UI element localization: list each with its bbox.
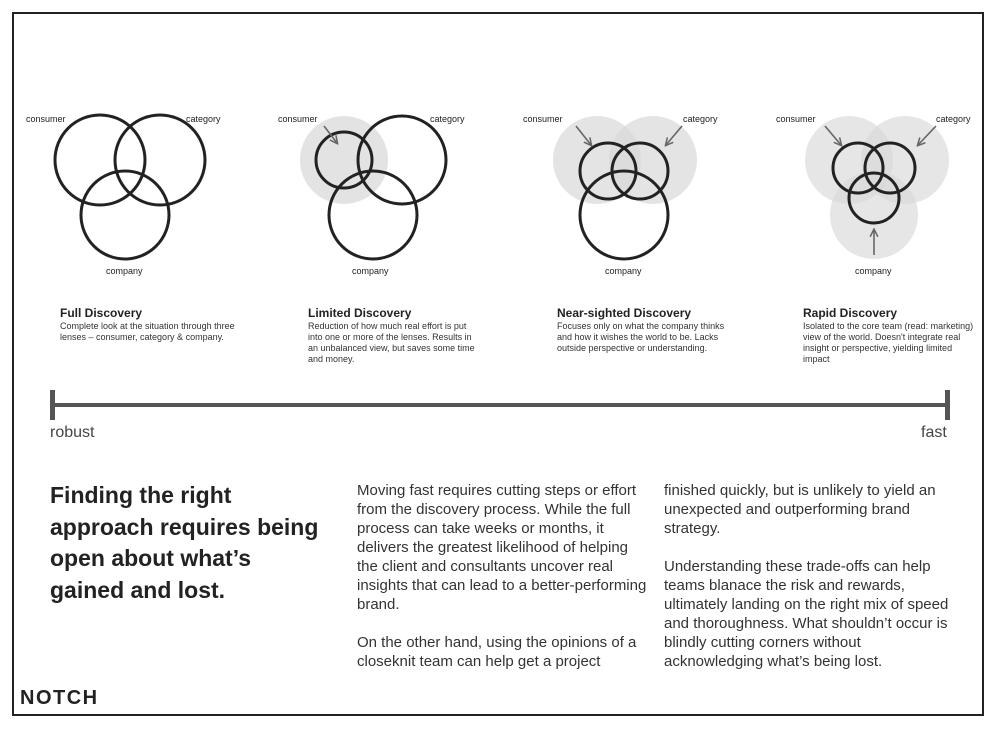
label-consumer: consumer: [26, 114, 66, 124]
label-category: category: [683, 114, 718, 124]
axis-line: [52, 403, 948, 407]
body-paragraph: On the other hand, using the opinions of a closeknit team can help get a project: [357, 634, 637, 670]
card-description: Focuses only on what the company thinks and how it wishes the world to be. Lacks outside perspective or understanding.: [557, 321, 725, 353]
robust-fast-axis: [50, 390, 950, 420]
body-paragraph: Understanding these trade-offs can help teams blanace the risk and rewards, ultimately landing on the right mix of speed and thoroughness. What shouldn’t occur is blindly cutting corners without acknowledging what’s being lost.: [664, 558, 949, 670]
venn-full-discovery: [20, 100, 240, 285]
label-category: category: [936, 114, 971, 124]
axis-tick-right: [945, 390, 950, 420]
axis-label-fast: fast: [921, 424, 947, 441]
card-title: Rapid Discovery: [803, 306, 898, 320]
axis-tick-left: [50, 390, 55, 420]
body-column-2: [664, 481, 964, 671]
card-description: Complete look at the situation through three lenses – consumer, category & company.: [60, 321, 235, 342]
label-company: company: [855, 266, 892, 276]
body-paragraph: finished quickly, but is unlikely to yield an unexpected and outperforming brand strategy.: [664, 482, 936, 537]
label-consumer: consumer: [278, 114, 318, 124]
label-company: company: [352, 266, 389, 276]
card-near-sighted-discovery: [557, 306, 737, 354]
notch-logo: NOTCH: [20, 687, 99, 709]
axis-label-robust: robust: [50, 424, 95, 441]
card-description: Reduction of how much real effort is put into one or more of the lenses. Results in an unbalanced view, but saves some time and money.: [308, 321, 475, 364]
label-consumer: consumer: [523, 114, 563, 124]
card-description: Isolated to the core team (read: marketing) view of the world. Doesn't integrate real insight or perspective, yielding limited impact: [803, 321, 974, 364]
card-full-discovery: [60, 306, 235, 343]
label-category: category: [186, 114, 221, 124]
card-title: Near-sighted Discovery: [557, 306, 692, 320]
venn-near-sighted-discovery: [518, 100, 738, 285]
venn-rapid-discovery: [770, 100, 990, 285]
venn-limited-discovery: [272, 100, 492, 285]
card-title: Limited Discovery: [308, 306, 412, 320]
card-rapid-discovery: [803, 306, 981, 365]
label-company: company: [106, 266, 143, 276]
label-category: category: [430, 114, 465, 124]
body-paragraph: Moving fast requires cutting steps or effort from the discovery process. While the full process can take weeks or months, it delivers the greatest likelihood of helping the client and consultants uncover real insights that can lead to a better-performing brand.: [357, 482, 647, 613]
card-limited-discovery: [308, 306, 483, 365]
headline: Finding the right approach requires being open about what’s gained and lost.: [50, 482, 319, 603]
body-column-1: [357, 481, 649, 671]
label-company: company: [605, 266, 642, 276]
label-consumer: consumer: [776, 114, 816, 124]
card-title: Full Discovery: [60, 306, 143, 320]
